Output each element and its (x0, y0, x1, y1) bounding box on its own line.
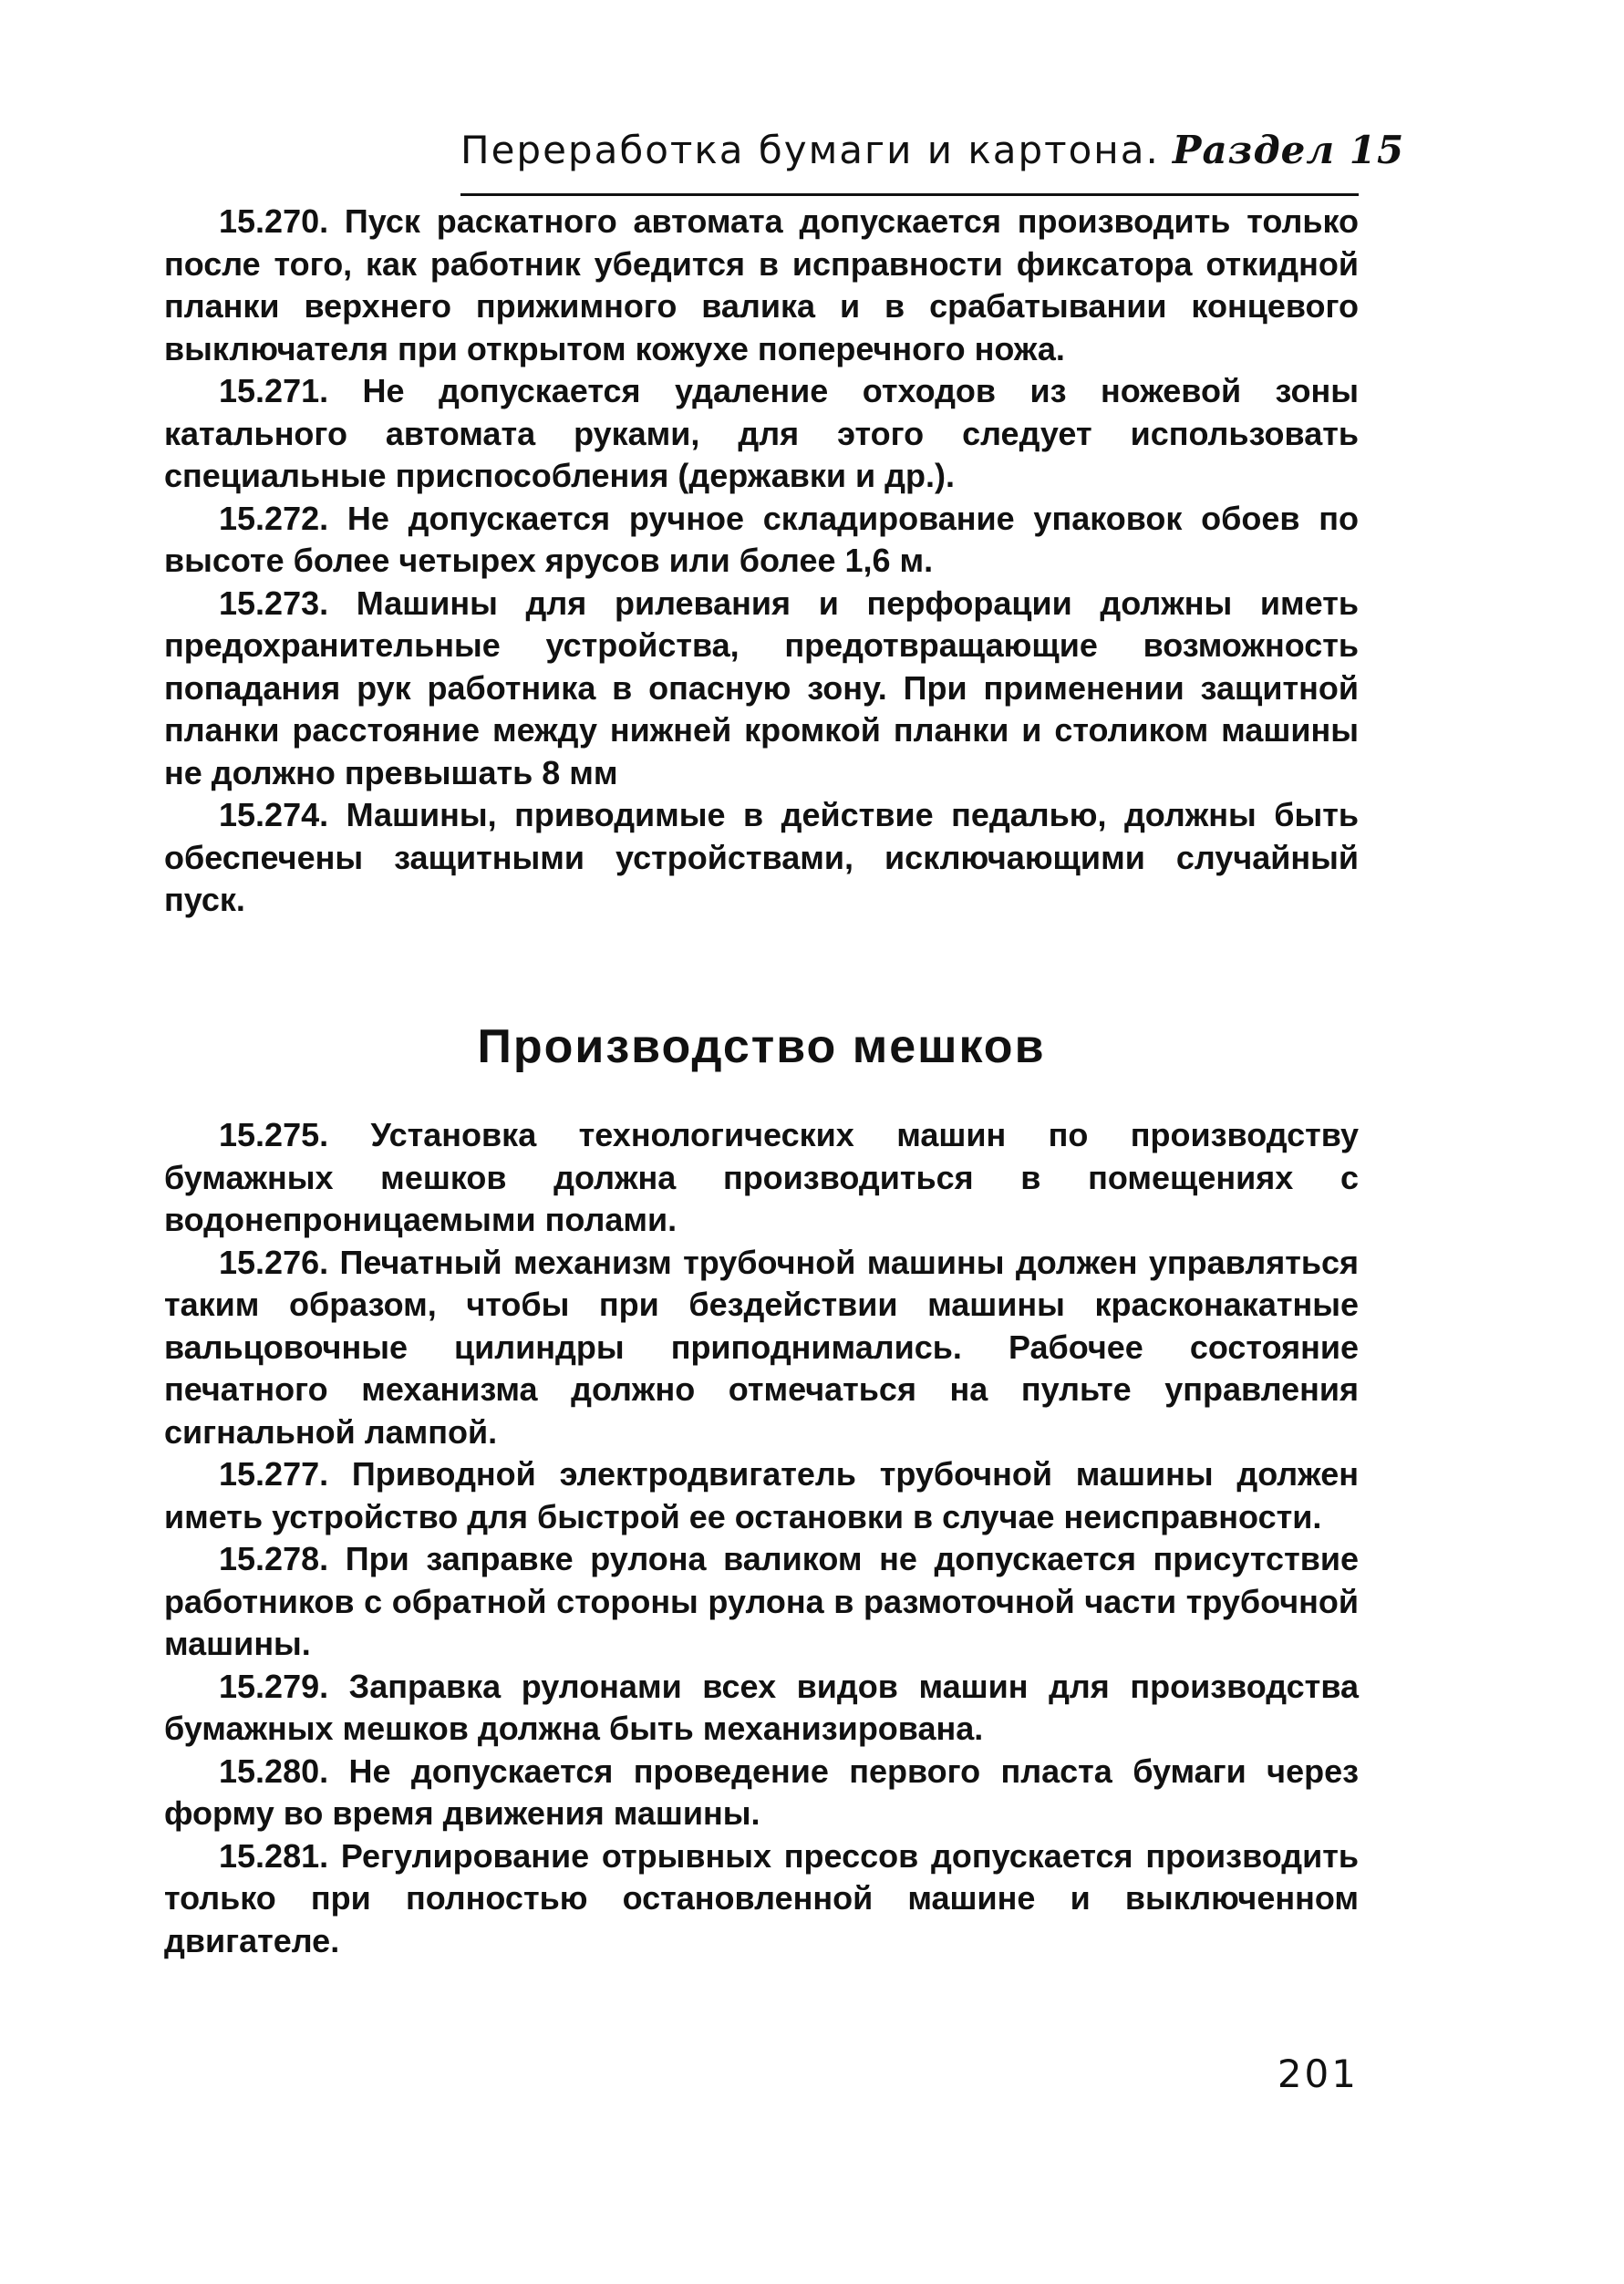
clause-15-270: 15.270. Пуск раскатного автомата допускается производить только после того, как работник убедится в исправности фиксатора откидной планки верхнего прижимного валика и в срабатывании концевого выключателя при открытом кожухе поперечного ножа. (164, 202, 1359, 367)
section-label: Раздел 15 (1172, 128, 1405, 172)
clauses-before-heading (164, 201, 1359, 922)
clause-15-281: 15.281. Регулирование отрывных прессов допускается производить только при полностью остановленной машине и выключенном двигателе. (164, 1836, 1359, 1959)
clause-15-271: 15.271. Не допускается удаление отходов из ножевой зоны катального автомата руками, для этого следует использовать специальные приспособления (державки и др.). (164, 372, 1359, 494)
clause-15-278: 15.278. При заправке рулона валиком не допускается присутствие работников с обратной стороны рулона в размоточной части трубочной машины. (164, 1540, 1359, 1662)
clause-15-273: 15.273. Машины для рилевания и перфорации должны иметь предохранительные устройства, предотвращающие возможность попадания рук работника в опасную зону. При применении защитной планки расстояние между нижней кромкой планки и столиком машины не должно превышать 8 мм (164, 584, 1359, 791)
clause-15-276: 15.276. Печатный механизм трубочной машины должен управляться таким образом, чтобы при бездействии машины красконакатные вальцовочные цилиндры приподнимались. Рабочее состояние печатного механизма должно отмечаться на пульте управления сигнальной лампой. (164, 1243, 1359, 1451)
clause-15-275: 15.275. Установка технологических машин по производству бумажных мешков должна производиться в помещениях с водонепроницаемыми полами. (164, 1116, 1359, 1238)
clause-15-277: 15.277. Приводной электродвигатель трубочной машины должен иметь устройство для быстрой ее остановки в случае неисправности. (164, 1455, 1359, 1535)
clause-15-280: 15.280. Не допускается проведение первого пласта бумаги через форму во время движения машины. (164, 1752, 1359, 1832)
clause-15-274: 15.274. Машины, приводимые в действие педалью, должны быть обеспечены защитными устройствами, исключающими случайный пуск. (164, 796, 1359, 918)
section-heading: Производство мешков (477, 1020, 1046, 1073)
clauses-after-heading (164, 1114, 1359, 1962)
book-title: Переработка бумаги и картона. (460, 128, 1160, 172)
clause-15-279: 15.279. Заправка рулонами всех видов машин для производства бумажных мешков должна быть механизирована. (164, 1667, 1359, 1747)
clause-15-272: 15.272. Не допускается ручное складирование упаковок обоев по высоте более четырех ярусов или более 1,6 м. (164, 499, 1359, 579)
running-header (460, 128, 1405, 196)
page-number: 201 (1277, 2051, 1359, 2096)
